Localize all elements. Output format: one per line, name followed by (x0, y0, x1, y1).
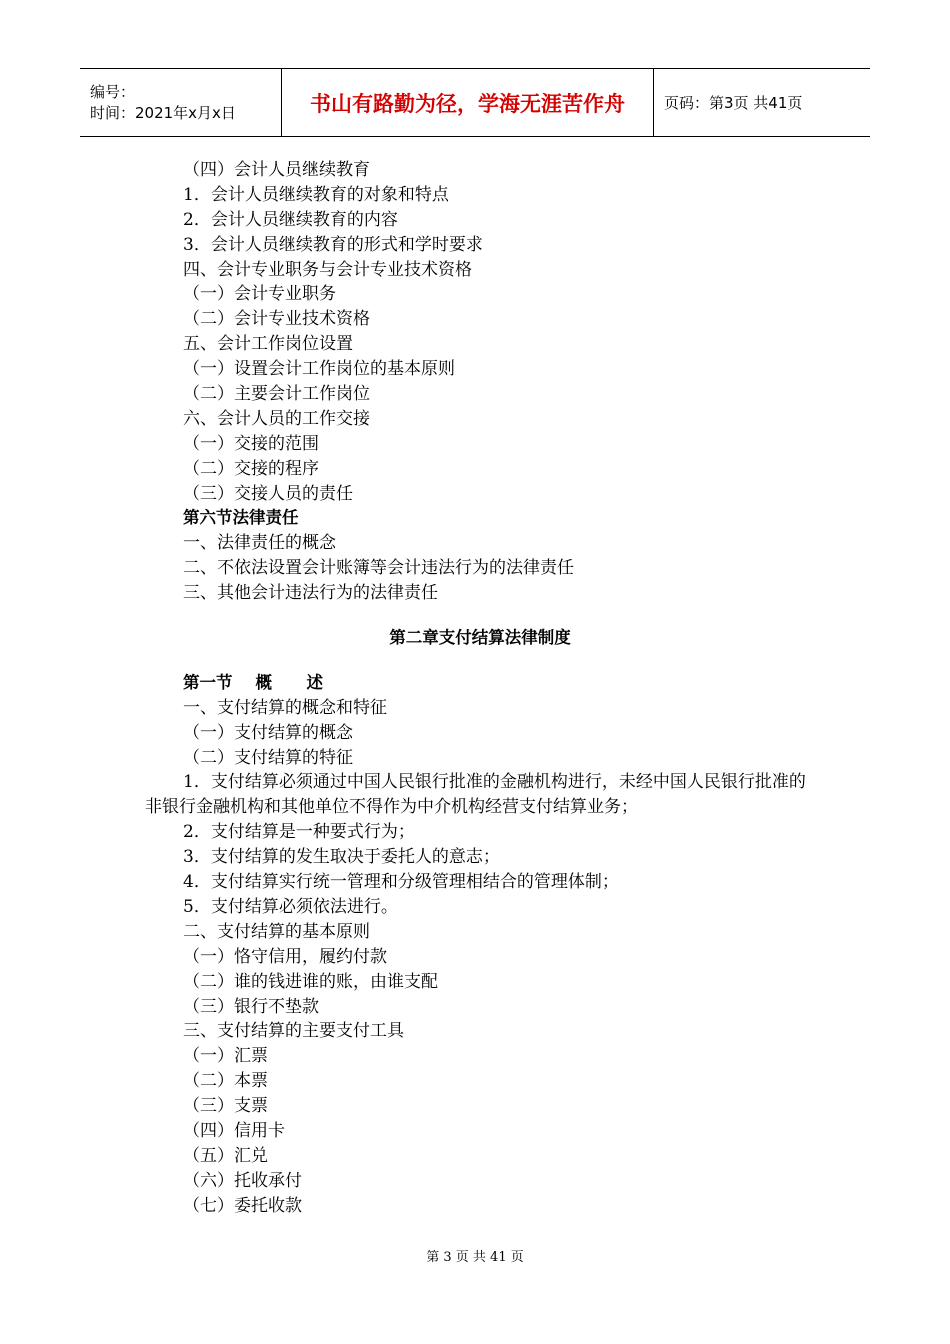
text-line: （六）托收承付 (183, 1170, 302, 1191)
text-line: 六、会计人员的工作交接 (183, 408, 370, 429)
text-line: （一）支付结算的概念 (183, 722, 353, 743)
text-line: 五、会计工作岗位设置 (183, 334, 353, 355)
text-line: 2．会计人员继续教育的内容 (183, 209, 398, 230)
text-line: （三）银行不垫款 (183, 996, 319, 1017)
text-line: （三）交接人员的责任 (183, 483, 353, 504)
text-line: （二）主要会计工作岗位 (183, 384, 370, 405)
text-line: 三、支付结算的主要支付工具 (183, 1021, 404, 1042)
text-line: 三、其他会计违法行为的法律责任 (183, 583, 438, 604)
page-header (80, 68, 870, 137)
header-motto: 书山有路勤为径，学海无涯苦作舟 (282, 69, 654, 136)
time-label: 时间：2021年x月x日 (90, 103, 236, 122)
page-footer: 第 3 页 共 41 页 (426, 1250, 524, 1265)
text-line: （四）信用卡 (183, 1120, 285, 1141)
text-line: （四）会计人员继续教育 (183, 160, 370, 180)
text-line: 二、不依法设置会计账簿等会计违法行为的法律责任 (183, 558, 574, 579)
section-heading: 第一节 概 述 (183, 672, 323, 692)
paragraph: 1．支付结算必须通过中国人民银行批准的金融机构进行，未经中国人民银行批准的非银行金融机构和其他单位不得作为中介机构经营支付结算业务； (145, 772, 806, 818)
number-label: 编号： (90, 82, 136, 101)
text-line: （一）会计专业职务 (183, 284, 336, 305)
text-line: （二）本票 (183, 1071, 268, 1092)
text-line: （一）恪守信用，履约付款 (183, 946, 387, 967)
text-line: 5．支付结算必须依法进行。 (183, 896, 398, 917)
text-line: （一）交接的范围 (183, 433, 319, 454)
text-line: （二）交接的程序 (183, 458, 319, 479)
text-line: （五）汇兑 (183, 1145, 268, 1166)
chapter-title: 第二章支付结算法律制度 (389, 628, 571, 648)
document-body (145, 158, 815, 1219)
text-line: （二）会计专业技术资格 (183, 309, 370, 330)
text-line: 1．会计人员继续教育的对象和特点 (183, 184, 449, 205)
text-line: （一）设置会计工作岗位的基本原则 (183, 359, 455, 380)
text-line: 4．支付结算实行统一管理和分级管理相结合的管理体制； (183, 872, 619, 893)
text-line: 二、支付结算的基本原则 (183, 921, 370, 942)
text-line: 3．支付结算的发生取决于委托人的意志； (183, 847, 500, 868)
text-line: 一、法律责任的概念 (183, 533, 336, 554)
text-line: （二）支付结算的特征 (183, 747, 353, 768)
section-heading: 第六节法律责任 (183, 508, 299, 528)
text-line: 2．支付结算是一种要式行为； (183, 822, 415, 843)
text-line: 四、会计专业职务与会计专业技术资格 (183, 259, 472, 280)
header-meta (80, 69, 282, 136)
text-line: （三）支票 (183, 1096, 268, 1117)
text-line: （二）谁的钱进谁的账，由谁支配 (183, 971, 438, 992)
text-line: 3．会计人员继续教育的形式和学时要求 (183, 234, 483, 255)
header-page-info: 页码：第3页 共41页 (664, 94, 803, 112)
text-line: 一、支付结算的概念和特征 (183, 697, 387, 718)
text-line: （一）汇票 (183, 1046, 268, 1067)
text-line: （七）委托收款 (183, 1195, 302, 1216)
